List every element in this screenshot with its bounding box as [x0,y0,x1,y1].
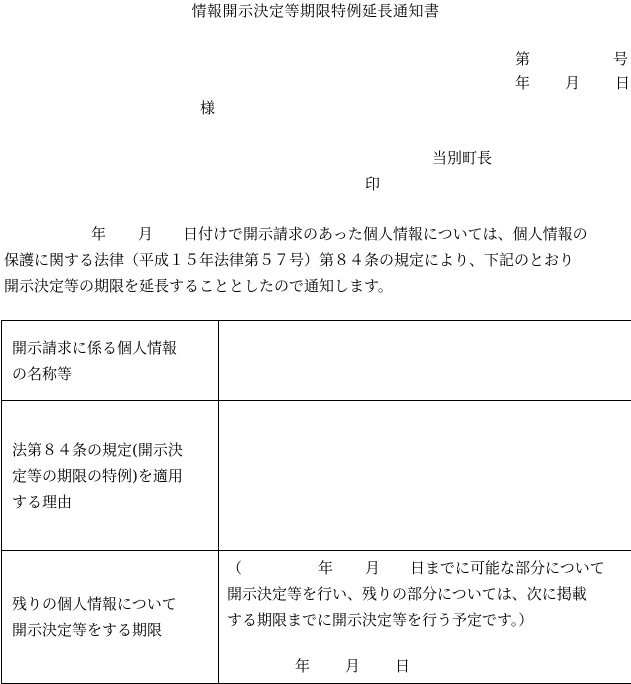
sender-name: 当別町長 [432,151,492,166]
body-line-1-text: 日付けで開示請求のあった個人情報については、個人情報の [183,225,588,243]
body-line-2: 保護に関する法律（平成１５年法律第５７号）第８４条の規定により、下記のとおり [4,247,631,273]
notice-table [1,320,631,684]
body-line-3: 開示決定等の期限を延長することとしたので通知します。 [4,273,631,299]
notice-body [4,221,631,299]
extension-reason-label: 法第８４条の規定(開示決 定等の期限の特例)を適用 する理由 [2,401,219,551]
date-month: 月 [565,76,580,91]
seal-mark: 印 [365,177,380,192]
table-row [2,321,631,401]
body-line-1 [4,221,631,247]
doc-number-prefix: 第 [515,52,530,67]
deadline-day: 日 [395,655,410,676]
deadline-month: 月 [345,655,360,676]
personal-info-name-label: 開示請求に係る個人情報 の名称等 [2,321,219,401]
date-day: 日 [615,76,630,91]
document-title: 情報開示決定等期限特例延長通知書 [0,4,631,19]
addressee-suffix: 様 [200,101,215,116]
remaining-deadline-field[interactable] [219,551,631,684]
deadline-note-line-2: 開示決定等を行い、残りの部分については、次に掲載 [227,581,605,607]
deadline-note [227,555,605,633]
doc-number-suffix: 号 [613,52,628,67]
table-row [2,401,631,551]
table-row [2,551,631,684]
personal-info-name-field[interactable] [219,321,631,401]
date-year: 年 [515,76,530,91]
deadline-note-line-1: （ 年 月 日までに可能な部分について [227,555,605,581]
remaining-deadline-label: 残りの個人情報について 開示決定等をする期限 [2,551,219,684]
body-line-1-month: 月 [138,225,153,243]
deadline-content [219,551,631,683]
deadline-year: 年 [295,655,310,676]
extension-reason-field[interactable] [219,401,631,551]
body-line-1-year: 年 [91,225,106,243]
deadline-note-line-3: する期限までに開示決定等を行う予定です。） [227,607,605,633]
